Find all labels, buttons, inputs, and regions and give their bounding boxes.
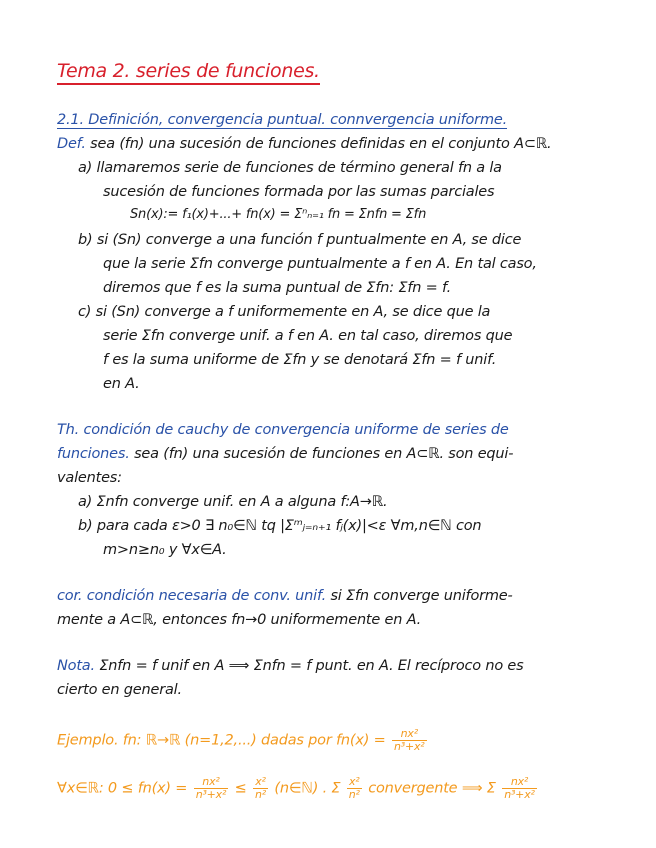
example-text-2b: ≤ (234, 780, 247, 797)
theorem-label: Th. condición de cauchy de convergencia uniforme de series de (57, 422, 509, 438)
page-title: Tema 2. series de funciones. (57, 60, 320, 85)
example-fraction-2: $\frac{\text{nx²}}{\text{n³+x²}}$ (195, 775, 227, 801)
example-fraction-5: $\frac{\text{nx²}}{\text{n³+x²}}$ (504, 775, 535, 801)
definition-item-b-cont-2: diremos que f es la suma puntual de Σfn: Σfn = f. (103, 280, 452, 296)
note-text-2: cierto en general. (57, 682, 182, 698)
definition-item-c-cont-1: serie Σfn converge unif. a f en A. en tal caso, diremos que (103, 328, 513, 344)
example-text-2d: convergente ⟹ Σ (368, 780, 496, 797)
example-line-2 (57, 776, 539, 801)
theorem-text-1: valentes: (57, 470, 122, 486)
corollary-text-1: si Σfn converge uniforme- (330, 588, 513, 604)
definition-text-0: sea (fn) una sucesión de funciones definidas en el conjunto A⊂ℝ. (90, 136, 552, 152)
definition-item-a: a) llamaremos serie de funciones de término general fn a la (78, 160, 502, 176)
theorem-item-b: b) para cada ε>0 ∃ n₀∈ℕ tq |Σᵐⱼ₌ₙ₊₁ fⱼ(x)|<ε ∀m,n∈ℕ con (78, 518, 482, 534)
definition-item-b: b) si (Sn) converge a una función f puntualmente en A, se dice (78, 232, 522, 248)
example-text-2a: ∀x∈ℝ: 0 ≤ fn(x) = (57, 780, 188, 797)
example-line-1 (57, 728, 429, 753)
note-line-1 (57, 658, 523, 674)
definition-item-c-cont-2: f es la suma uniforme de Σfn y se denotará Σfn = f unif. (103, 352, 497, 368)
definition-item-b-cont-1: que la serie Σfn converge puntualmente a f en A. En tal caso, (103, 256, 537, 272)
note-label: Nota. (57, 658, 95, 674)
definition-line-1 (57, 136, 551, 152)
theorem-label-cont: funciones. (57, 446, 130, 462)
corollary-text-2: mente a A⊂ℝ, entonces fn→0 uniformemente en A. (57, 612, 422, 628)
example-fraction-3: $\frac{\text{x²}}{\text{n²}}$ (255, 775, 266, 801)
theorem-text-0: sea (fn) una sucesión de funciones en A⊂ℝ. son equi- (134, 446, 514, 462)
definition-item-c: c) si (Sn) converge a f uniformemente en A, se dice que la (78, 304, 491, 320)
definition-item-a-cont: sucesión de funciones formada por las sumas parciales (103, 184, 495, 200)
theorem-item-a: a) Σnfn converge unif. en A a alguna f:A→ℝ. (78, 494, 388, 510)
corollary-line-1 (57, 588, 513, 604)
note-text-1: Σnfn = f unif en A ⟹ Σnfn = f punt. en A. El recíproco no es (99, 658, 524, 674)
example-fraction-4: $\frac{\text{x²}}{\text{n²}}$ (348, 775, 360, 801)
example-text-2c: (n∈ℕ) . Σ (274, 780, 341, 797)
partial-sum-formula: Sn(x):= f₁(x)+...+ fn(x) = Σⁿₙ₌₁ fn = Σnfn = Σfn (130, 207, 427, 222)
theorem-item-b-cont: m>n≥n₀ y ∀x∈A. (103, 542, 227, 558)
definition-label: Def. (57, 136, 86, 152)
example-text-1: Ejemplo. fn: ℝ→ℝ (n=1,2,...) dadas por fn(x) = (57, 732, 386, 749)
theorem-line-1 (57, 446, 513, 462)
example-fraction-1: $\frac{\text{nx²}}{\text{n³+x²}}$ (394, 727, 425, 753)
corollary-label: cor. condición necesaria de conv. unif. (57, 588, 327, 604)
definition-item-c-cont-3: en A. (103, 376, 140, 392)
section-heading: 2.1. Definición, convergencia puntual. connvergencia uniforme. (57, 112, 507, 128)
